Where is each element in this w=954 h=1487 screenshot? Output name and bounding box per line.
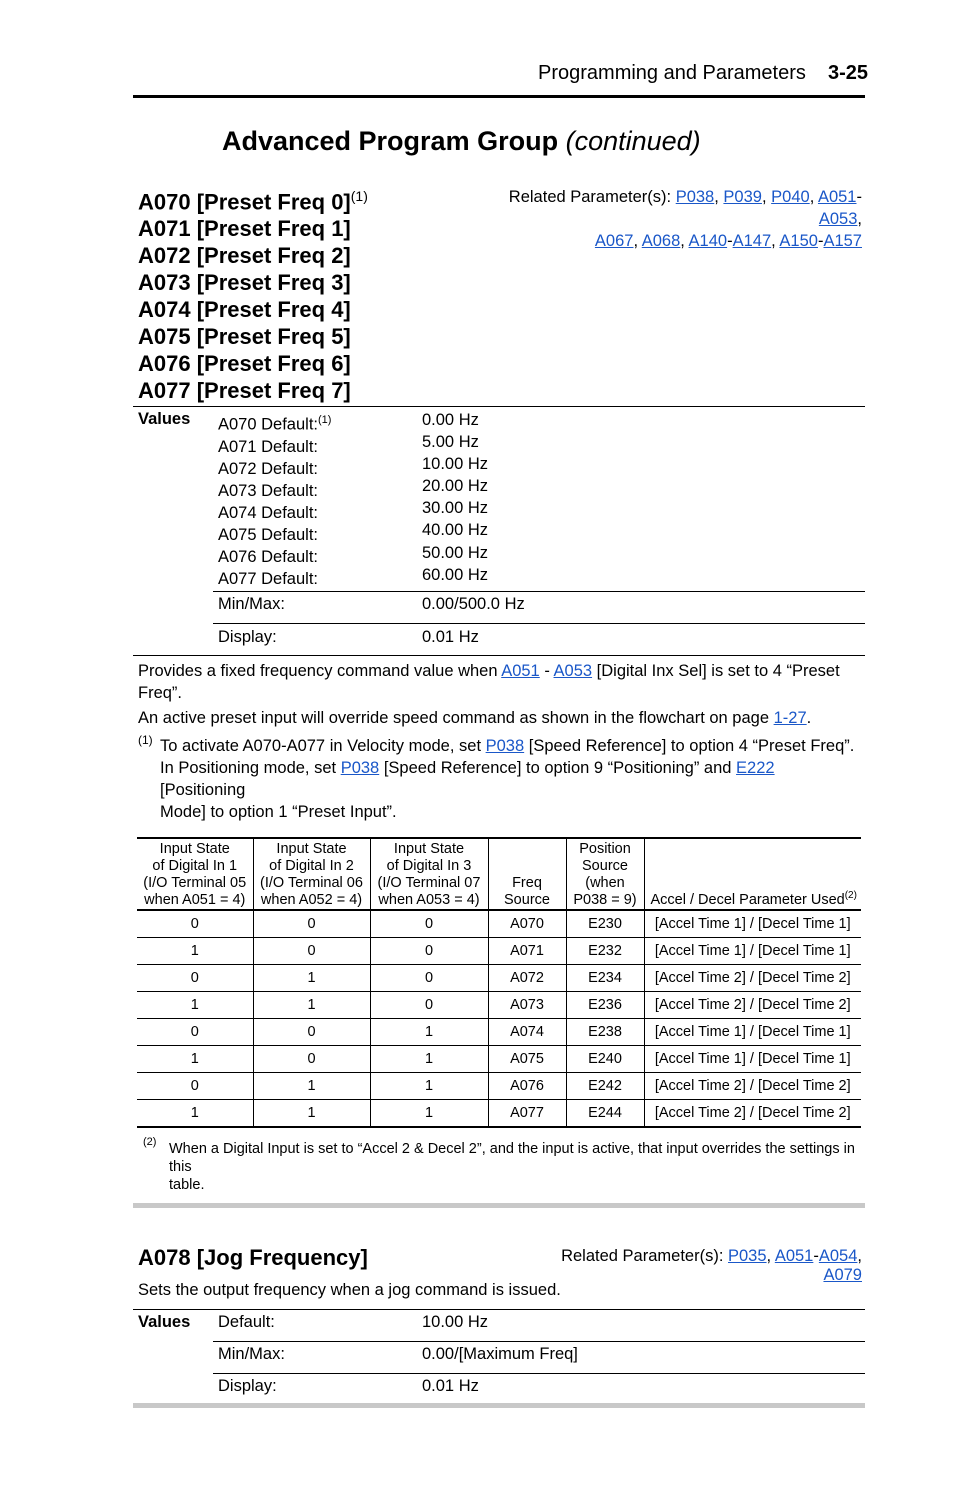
related-label: Related Parameter(s):	[508, 188, 672, 206]
jog-minmax-rule	[213, 1341, 865, 1342]
title-suffix: (continued)	[565, 126, 701, 156]
values-bottom-rule	[133, 655, 865, 656]
table-row: 1 0 1 A075 E240 [Accel Time 1] / [Decel Time 1]	[137, 1046, 861, 1073]
title-main: Advanced Program Group	[222, 126, 559, 156]
desc-link-a053[interactable]: A053	[553, 662, 593, 680]
related-label: Related Parameter(s):	[561, 1247, 724, 1265]
table-row: 0 0 0 A070 E230 [Accel Time 1] / [Decel Time 1]	[137, 910, 861, 938]
preset-override-text: An active preset input will override speed command as shown in the flowchart on page 1-27.	[138, 709, 812, 727]
preset-description: Provides a fixed frequency command value when A051 - A053 [Digital Inx Sel] is set to 4 “Preset Freq”.	[138, 662, 840, 702]
display-value: 0.01 Hz	[422, 628, 479, 646]
param-name-a075: A075 [Preset Freq 5]	[138, 324, 351, 350]
param-name-a074: A074 [Preset Freq 4]	[138, 297, 351, 323]
note-link-e222[interactable]: E222	[736, 759, 775, 777]
desc-link-page-1-27[interactable]: 1-27	[773, 709, 807, 727]
running-header-section: Programming and Parameters	[538, 62, 806, 84]
page-title	[222, 126, 701, 157]
default-label-a070: A070 Default:$^{(1)}$	[218, 414, 332, 434]
table-row: 1 1 1 A077 E244 [Accel Time 2] / [Decel Time 2]	[137, 1100, 861, 1128]
desc-link-a051[interactable]: A051	[501, 662, 540, 680]
default-value-a076: 50.00 Hz	[422, 543, 489, 562]
default-label-a076: A076 Default:	[218, 548, 318, 567]
note-link-p038-b[interactable]: P038	[340, 759, 380, 777]
jog-description: Sets the output frequency when a jog command is issued.	[138, 1281, 561, 1299]
default-value-a077: 60.00 Hz	[422, 565, 489, 584]
preset-truth-table	[137, 837, 861, 1128]
jog-related-params: Related Parameter(s): P035, A051-A054, A079	[561, 1247, 862, 1284]
note-link-p038-a[interactable]: P038	[485, 737, 525, 755]
col-header-digital-in-3: Input State of Digital In 3 (I/O Terminal 07 when A053 = 4)	[370, 838, 488, 910]
preset-defaults-values	[422, 409, 488, 586]
param-name-a077: A077 [Preset Freq 7]	[138, 378, 351, 404]
minmax-value: 0.00/500.0 Hz	[422, 595, 525, 613]
param-name-a072: A072 [Preset Freq 2]	[138, 243, 351, 269]
bottom-divider	[133, 1403, 865, 1408]
default-value-a070: 0.00 Hz	[422, 411, 479, 429]
note1-marker: (1)	[138, 733, 153, 747]
default-label-a075: A075 Default:	[218, 525, 318, 544]
values-label: Values	[138, 410, 191, 428]
default-value-a074: 30.00 Hz	[422, 499, 489, 518]
preset-param-names	[138, 183, 368, 404]
param-name-a078: A078 [Jog Frequency]	[138, 1245, 368, 1270]
link-p035[interactable]: P035	[728, 1247, 767, 1265]
table-footnote-marker: (2)	[143, 1136, 157, 1148]
section-divider	[133, 1203, 865, 1208]
values-top-rule	[133, 406, 865, 407]
default-value-a071: 5.00 Hz	[422, 433, 479, 452]
link-a147[interactable]: A147	[732, 232, 772, 250]
col-header-digital-in-2: Input State of Digital In 2 (I/O Terminal 06 when A052 = 4)	[253, 838, 370, 910]
note1-text: To activate A070-A077 in Velocity mode, set P038 [Speed Reference] to option 4 “Preset Freq”. In Positioning mode, set P038 [Speed Reference] to option 9 “Positioning” and E222 [Positioning Mode] to option 1 “Preset Input”.	[160, 737, 855, 821]
col-header-digital-in-1: Input State of Digital In 1 (I/O Terminal 05 when A051 = 4)	[137, 838, 253, 910]
default-value-a075: 40.00 Hz	[422, 521, 489, 540]
page-number: 3-25	[828, 62, 869, 84]
link-p038[interactable]: P038	[675, 188, 715, 206]
header-rule	[133, 95, 865, 98]
param-name-a070: A070 [Preset Freq 0]$^{(1)}$	[138, 188, 368, 215]
jog-minmax-value: 0.00/[Maximum Freq]	[422, 1345, 578, 1363]
jog-display-value: 0.01 Hz	[422, 1377, 479, 1395]
link-a140[interactable]: A140	[688, 232, 728, 250]
jog-display-rule	[213, 1373, 865, 1374]
link-a053[interactable]: A053	[818, 210, 858, 228]
jog-default-value: 10.00 Hz	[422, 1313, 489, 1331]
default-label-a077: A077 Default:	[218, 570, 318, 589]
default-label-a074: A074 Default:	[218, 503, 318, 522]
link-a051-jog[interactable]: A051	[774, 1247, 814, 1265]
jog-values-top-rule	[133, 1309, 865, 1310]
col-header-position-source: Position Source (when P038 = 9)	[566, 838, 644, 910]
table-row: 0 1 1 A076 E242 [Accel Time 2] / [Decel Time 2]	[137, 1073, 861, 1100]
default-label-a073: A073 Default:	[218, 481, 318, 500]
link-a157[interactable]: A157	[823, 232, 862, 250]
minmax-rule	[213, 591, 865, 592]
display-rule	[213, 623, 865, 624]
jog-values-label: Values	[138, 1313, 191, 1331]
default-value-a073: 20.00 Hz	[422, 477, 489, 496]
link-a054[interactable]: A054	[818, 1247, 858, 1265]
jog-default-label: Default:	[218, 1313, 275, 1331]
link-a067[interactable]: A067	[594, 232, 634, 250]
link-a150[interactable]: A150	[779, 232, 818, 250]
col-header-accel-decel: Accel / Decel Parameter Used$^{(2)}$	[644, 838, 861, 910]
link-a079[interactable]: A079	[823, 1266, 862, 1284]
link-p040[interactable]: P040	[771, 188, 810, 206]
col-header-freq-source: Freq Source	[488, 838, 566, 910]
preset-related-params: Related Parameter(s): P038, P039, P040, A051-A053, A067, A068, A140-A147, A150-A157	[508, 188, 862, 250]
table-row: 1 1 0 A073 E236 [Accel Time 2] / [Decel Time 2]	[137, 992, 861, 1019]
preset-defaults-labels	[218, 409, 331, 590]
param-name-a076: A076 [Preset Freq 6]	[138, 351, 351, 377]
table-row: 1 0 0 A071 E232 [Accel Time 1] / [Decel Time 1]	[137, 938, 861, 965]
display-label: Display:	[218, 628, 277, 646]
link-a068[interactable]: A068	[641, 232, 681, 250]
minmax-label: Min/Max:	[218, 595, 285, 613]
table-row: 0 0 1 A074 E238 [Accel Time 1] / [Decel Time 1]	[137, 1019, 861, 1046]
link-a051[interactable]: A051	[817, 188, 857, 206]
jog-minmax-label: Min/Max:	[218, 1345, 285, 1363]
table-footnote: When a Digital Input is set to “Accel 2 & Decel 2”, and the input is active, that input overrides the settings in this table.	[169, 1141, 855, 1193]
param-name-a071: A071 [Preset Freq 1]	[138, 216, 351, 242]
table-row: 0 1 0 A072 E234 [Accel Time 2] / [Decel Time 2]	[137, 965, 861, 992]
link-p039[interactable]: P039	[723, 188, 762, 206]
default-label-a072: A072 Default:	[218, 459, 318, 478]
default-label-a071: A071 Default:	[218, 437, 318, 456]
jog-display-label: Display:	[218, 1377, 277, 1395]
param-name-a073: A073 [Preset Freq 3]	[138, 270, 351, 296]
default-value-a072: 10.00 Hz	[422, 455, 489, 474]
